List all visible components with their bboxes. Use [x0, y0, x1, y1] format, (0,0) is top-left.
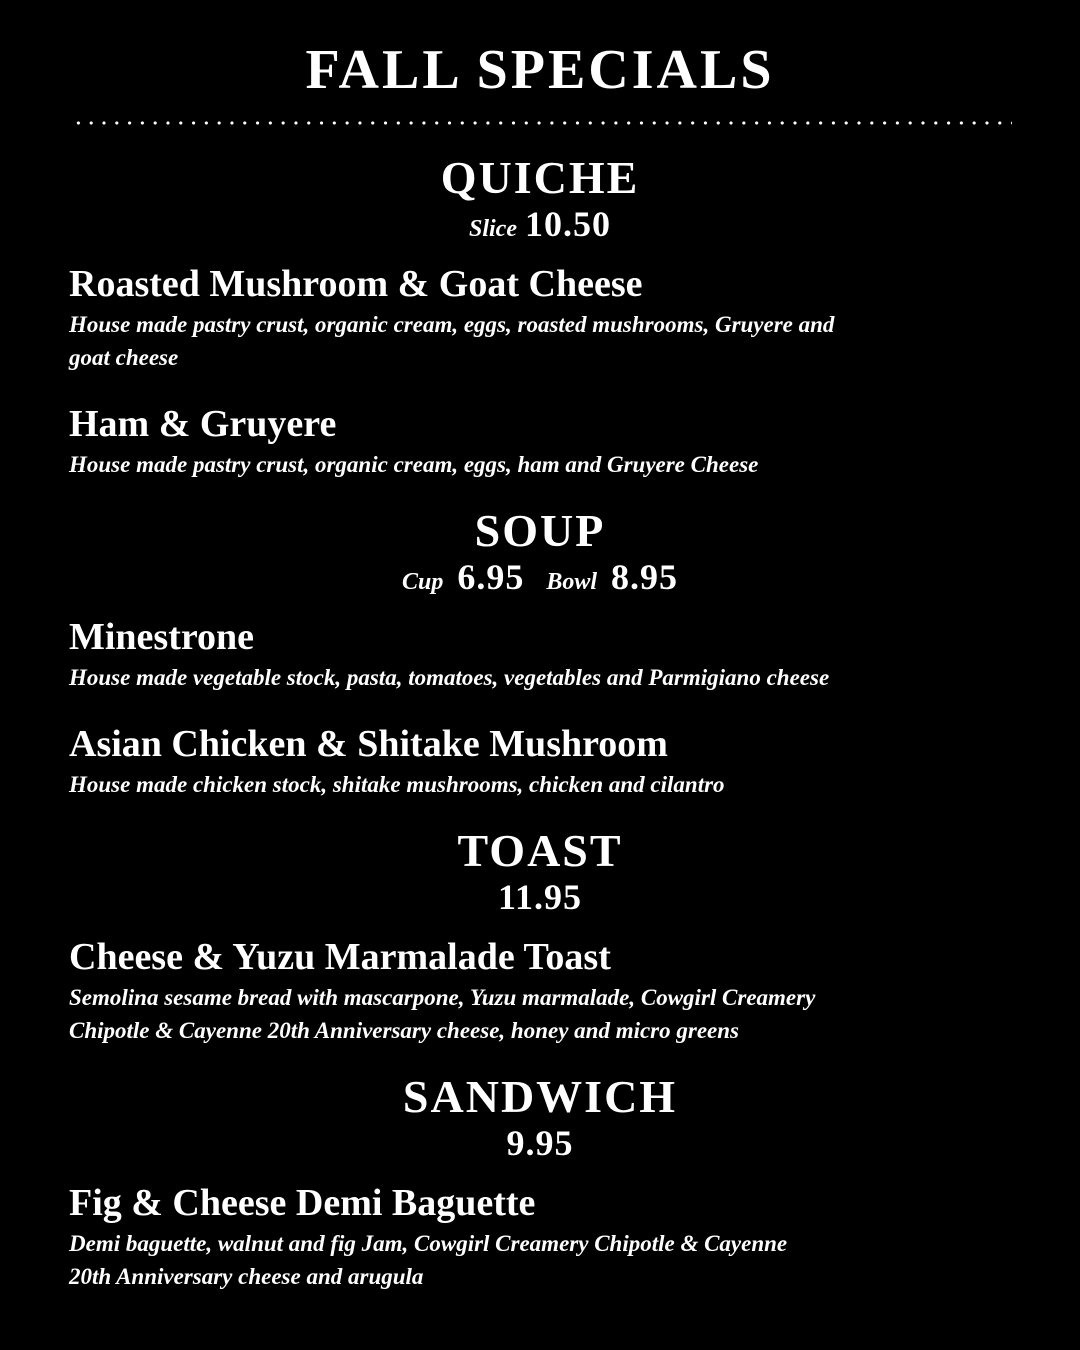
section-header-sandwich — [0, 1072, 1080, 1164]
item-name: Ham & Gruyere — [69, 403, 337, 445]
section-title-quiche: QUICHE — [440, 152, 640, 203]
item-description-line1: House made chicken stock, shitake mushrooms, chicken and cilantro — [69, 772, 725, 797]
menu-item-asian-chicken-shitake — [69, 722, 969, 801]
price-value-slice: 10.50 — [525, 204, 611, 244]
menu-item-ham-gruyere — [69, 402, 969, 481]
section-price-toast — [0, 876, 1080, 918]
menu-item-roasted-mushroom-goat-cheese — [69, 262, 969, 374]
item-name: Minestrone — [69, 616, 255, 658]
dotted-divider — [72, 121, 1012, 125]
item-description-line1: House made pastry crust, organic cream, eggs, roasted mushrooms, Gruyere and — [69, 312, 835, 337]
item-description-line2: 20th Anniversary cheese and arugula — [69, 1264, 424, 1289]
page-title: FALL SPECIALS — [305, 39, 775, 101]
price-value-toast: 11.95 — [497, 877, 582, 917]
menu-item-cheese-yuzu-toast — [69, 935, 969, 1047]
item-name: Cheese & Yuzu Marmalade Toast — [69, 936, 611, 978]
price-label-slice: Slice — [469, 216, 517, 242]
section-header-quiche — [0, 153, 1080, 250]
section-header-soup — [0, 506, 1080, 603]
price-value-cup: 6.95 — [457, 557, 525, 597]
item-description-line1: Semolina sesame bread with mascarpone, Yuzu marmalade, Cowgirl Creamery — [69, 985, 816, 1010]
section-price-quiche — [0, 203, 1080, 250]
item-name: Fig & Cheese Demi Baguette — [69, 1182, 536, 1224]
section-title-soup: SOUP — [474, 505, 606, 556]
price-value-bowl: 8.95 — [611, 557, 679, 597]
section-price-soup — [0, 556, 1080, 603]
menu-item-minestrone — [69, 615, 969, 694]
price-label-cup: Cup — [401, 569, 444, 595]
price-value-sandwich: 9.95 — [506, 1123, 574, 1163]
section-title-toast: TOAST — [457, 825, 623, 876]
item-description-line2: Chipotle & Cayenne 20th Anniversary cheese, honey and micro greens — [69, 1018, 739, 1043]
price-label-bowl: Bowl — [546, 569, 598, 595]
section-title-sandwich: SANDWICH — [402, 1071, 678, 1122]
section-header-toast — [0, 826, 1080, 918]
item-name: Asian Chicken & Shitake Mushroom — [69, 723, 668, 765]
menu-item-fig-cheese-baguette — [69, 1181, 969, 1293]
section-price-sandwich — [0, 1122, 1080, 1164]
item-name: Roasted Mushroom & Goat Cheese — [69, 263, 643, 305]
item-description-line1: House made pastry crust, organic cream, eggs, ham and Gruyere Cheese — [69, 452, 759, 477]
item-description-line2: goat cheese — [69, 345, 179, 370]
item-description-line1: House made vegetable stock, pasta, tomatoes, vegetables and Parmigiano cheese — [69, 665, 830, 690]
item-description-line1: Demi baguette, walnut and fig Jam, Cowgirl Creamery Chipotle & Cayenne — [69, 1231, 788, 1256]
